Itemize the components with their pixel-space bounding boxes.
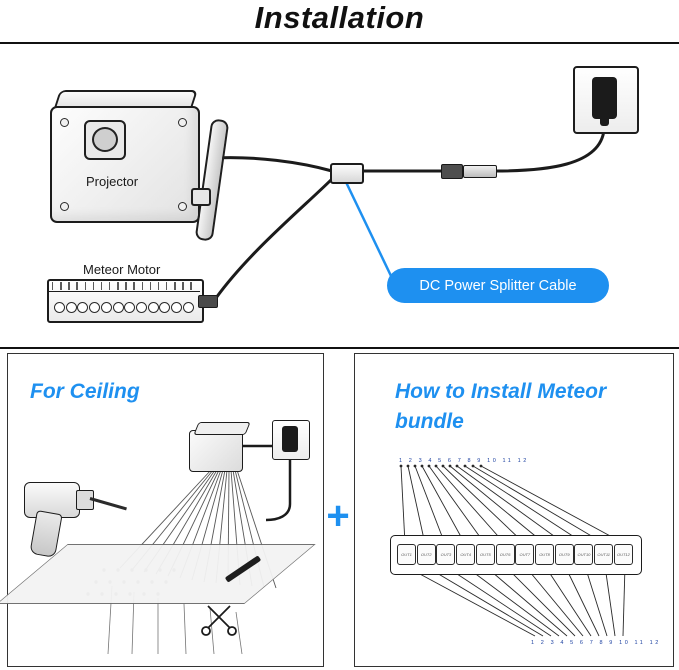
- bundle-port: OUT7: [515, 544, 534, 565]
- install-bundle-panel: [354, 353, 674, 667]
- meteor-motor-icon: [189, 430, 243, 472]
- bundle-port: OUT12: [614, 544, 633, 565]
- antenna-base: [191, 188, 211, 206]
- for-ceiling-panel: [7, 353, 324, 667]
- top-wiring-diagram: [0, 46, 679, 346]
- bundle-port: OUT2: [417, 544, 436, 565]
- power-adapter-icon: [592, 77, 617, 119]
- bundle-port: OUT9: [555, 544, 574, 565]
- dc-power-splitter-callout: [387, 268, 609, 303]
- meteor-bundle-ports: [397, 544, 633, 564]
- motor-cable: [216, 177, 334, 298]
- barrel-connector-female-icon: [463, 165, 497, 178]
- projector-cable: [214, 158, 332, 171]
- meteor-motor-ports: [54, 302, 194, 314]
- callout-label: DC Power Splitter Cable: [419, 277, 577, 294]
- bundle-top-numbers: 1 2 3 4 5 6 7 8 9 10 11 12: [399, 458, 529, 464]
- bottom-sections: [0, 349, 679, 670]
- adapter-cable: [495, 130, 604, 171]
- meteor-motor-label: Meteor Motor: [83, 262, 161, 277]
- callout-leader-line: [345, 180, 392, 278]
- dc-splitter-icon: [330, 163, 364, 184]
- bundle-port: OUT3: [436, 544, 455, 565]
- header-divider: [0, 42, 679, 44]
- bundle-wires-bottom: [405, 566, 625, 636]
- for-ceiling-title: For Ceiling: [30, 380, 140, 403]
- barrel-connector-male-icon: [441, 164, 463, 179]
- header: [0, 0, 679, 44]
- bundle-port: OUT8: [535, 544, 554, 565]
- bundle-port: OUT6: [496, 544, 515, 565]
- meteor-motor-ridges: [52, 282, 192, 290]
- screw-icon: [60, 202, 69, 211]
- drill-bit-icon: [90, 497, 127, 510]
- projector-lens-icon: [92, 127, 118, 152]
- bundle-port: OUT1: [397, 544, 416, 565]
- screw-icon: [178, 202, 187, 211]
- install-bundle-title-line2: bundle: [395, 410, 464, 433]
- install-bundle-title-line1: How to Install Meteor: [395, 380, 607, 403]
- bundle-port: OUT11: [594, 544, 613, 565]
- screw-icon: [178, 118, 187, 127]
- screw-icon: [60, 118, 69, 127]
- meteor-motor-icon-top: [193, 422, 250, 435]
- bundle-port: OUT5: [476, 544, 495, 565]
- bundle-wires-top: [401, 466, 625, 544]
- bundle-port: OUT10: [574, 544, 593, 565]
- power-adapter-tip: [600, 116, 609, 126]
- page-title: Installation: [254, 0, 425, 35]
- bundle-bottom-numbers: 1 2 3 4 5 6 7 8 9 10 11 12: [531, 640, 661, 646]
- plus-separator: +: [326, 494, 350, 538]
- power-adapter-icon: [282, 426, 298, 452]
- bundle-port: OUT4: [456, 544, 475, 565]
- scissors-icon: [202, 606, 236, 635]
- ceiling-outlet-cable: [266, 454, 290, 520]
- bundle-arrow-heads: [400, 465, 483, 468]
- projector-label: Projector: [86, 174, 139, 189]
- meteor-motor-plug-icon: [198, 295, 218, 308]
